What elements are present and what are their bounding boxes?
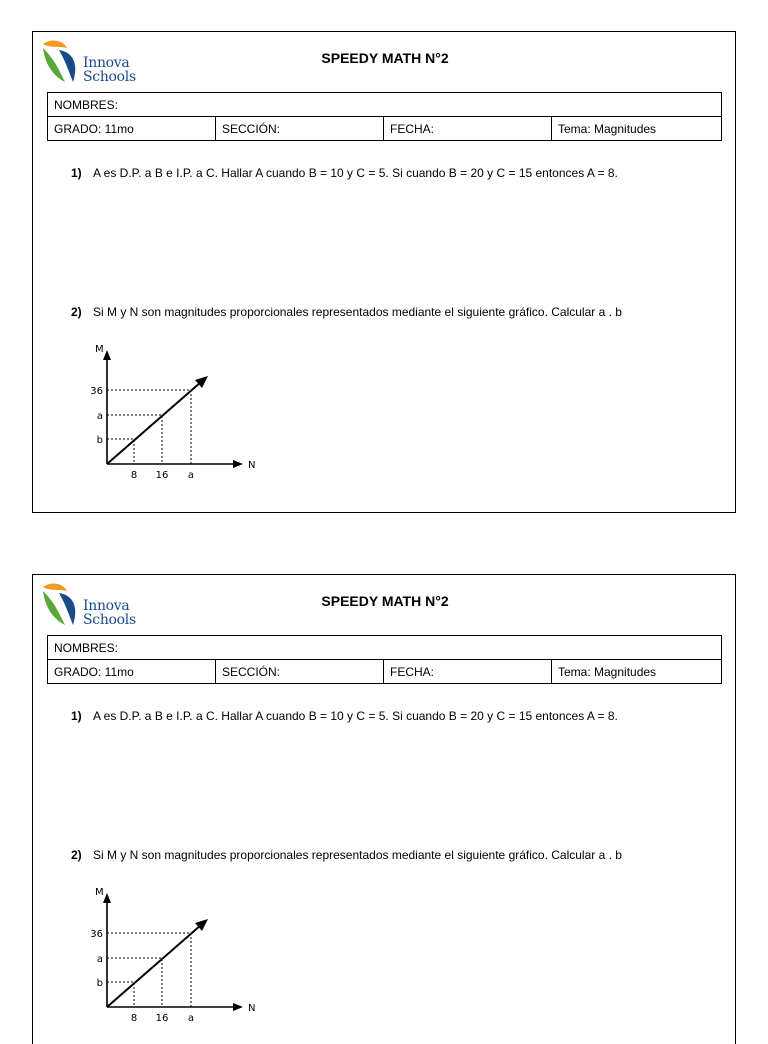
proportionality-graph [81, 338, 261, 478]
nombres-field[interactable]: NOMBRES: [48, 93, 722, 117]
logo-line-2: Schools [83, 69, 136, 85]
nombres-field[interactable]: NOMBRES: [48, 636, 722, 660]
tema-field: Tema: Magnitudes [552, 117, 722, 141]
x-axis-arrow-icon [233, 1003, 243, 1011]
x-tick-8: 8 [130, 1013, 138, 1021]
x-axis-label: N [248, 1003, 256, 1014]
x-tick-a: a [187, 1013, 195, 1021]
y-tick-a: a [96, 954, 103, 965]
logo-line-2: Schools [83, 612, 136, 628]
y-axis-arrow-icon [103, 350, 111, 360]
y-axis-label: M [95, 887, 104, 898]
worksheet-1 [32, 31, 736, 513]
x-tick-a: a [187, 470, 195, 478]
student-info-table [47, 635, 722, 684]
y-tick-a: a [96, 411, 103, 422]
x-tick-16: 16 [155, 470, 169, 478]
seccion-field[interactable]: SECCIÓN: [216, 117, 384, 141]
logo-line-1: Innova [83, 55, 130, 71]
grado-field: GRADO: 11mo [48, 117, 216, 141]
proportional-line [107, 925, 201, 1007]
y-tick-36: 36 [90, 929, 103, 940]
question-1 [71, 709, 618, 723]
question-2-number: 2) [71, 848, 82, 862]
worksheet-title: SPEEDY MATH N°2 [321, 50, 449, 66]
student-info-table [47, 92, 722, 141]
seccion-field[interactable]: SECCIÓN: [216, 660, 384, 684]
question-1-number: 1) [71, 166, 82, 180]
grado-field: GRADO: 11mo [48, 660, 216, 684]
question-1-text: A es D.P. a B e I.P. a C. Hallar A cuando B = 10 y C = 5. Si cuando B = 20 y C = 15 entonces A = 8. [93, 709, 618, 723]
question-1-number: 1) [71, 709, 82, 723]
fecha-field[interactable]: FECHA: [384, 660, 552, 684]
worksheet-2 [32, 574, 736, 1044]
y-tick-36: 36 [90, 386, 103, 397]
x-tick-8: 8 [130, 470, 138, 478]
question-2-text: Si M y N son magnitudes proporcionales representados mediante el siguiente gráfico. Calcular a . b [93, 305, 622, 319]
y-tick-b: b [96, 435, 103, 446]
y-axis-arrow-icon [103, 893, 111, 903]
tema-field: Tema: Magnitudes [552, 660, 722, 684]
question-2 [71, 848, 622, 862]
logo-line-1: Innova [83, 598, 130, 614]
x-axis-arrow-icon [233, 460, 243, 468]
question-2-text: Si M y N son magnitudes proporcionales representados mediante el siguiente gráfico. Calcular a . b [93, 848, 622, 862]
proportionality-graph [81, 881, 261, 1021]
x-axis-label: N [248, 460, 256, 471]
worksheet-title: SPEEDY MATH N°2 [321, 593, 449, 609]
question-1-text: A es D.P. a B e I.P. a C. Hallar A cuando B = 10 y C = 5. Si cuando B = 20 y C = 15 entonces A = 8. [93, 166, 618, 180]
y-axis-label: M [95, 344, 104, 355]
question-1 [71, 166, 618, 180]
proportional-line [107, 382, 201, 464]
question-2-number: 2) [71, 305, 82, 319]
x-tick-16: 16 [155, 1013, 169, 1021]
y-tick-b: b [96, 978, 103, 989]
question-2 [71, 305, 622, 319]
fecha-field[interactable]: FECHA: [384, 117, 552, 141]
